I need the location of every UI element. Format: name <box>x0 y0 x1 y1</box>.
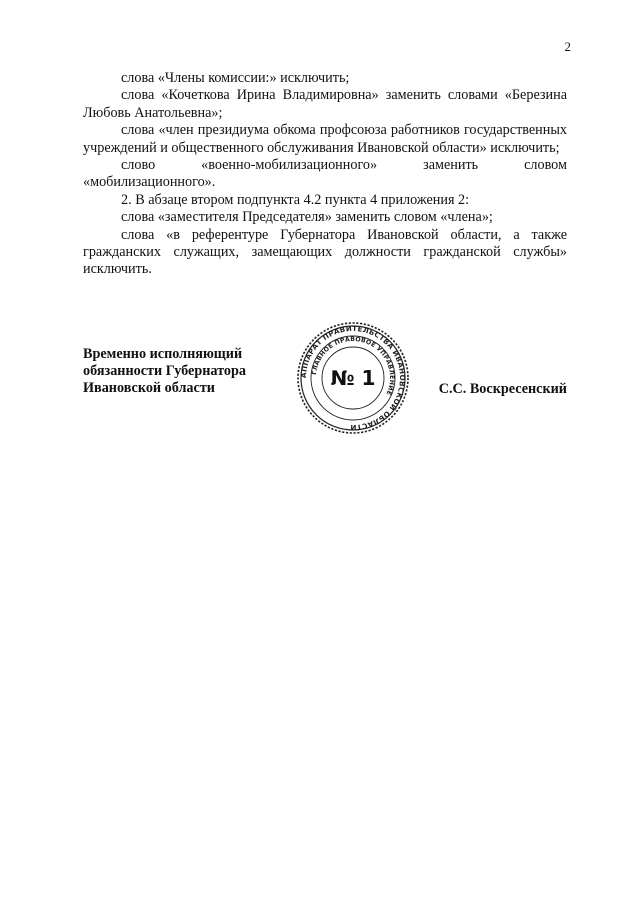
seal-inner-text: ГЛАВНОЕ ПРАВОВОЕ УПРАВЛЕНИЕ <box>311 335 396 397</box>
seal-outer-text: АППАРАТ ПРАВИТЕЛЬСТВА ИВАНОВСКОЙ ОБЛАСТИ <box>298 323 408 433</box>
signatory-position <box>83 346 246 397</box>
paragraph: слова «Члены комиссии:» исключить; <box>121 70 350 86</box>
paragraph: слово «военно-мобилизационного» заменить словом «мобилизационного». <box>83 157 567 191</box>
paragraph: слова «заместителя Председателя» заменить словом «члена»; <box>121 209 493 226</box>
signatory-position-line: Временно исполняющий <box>83 346 243 362</box>
seal-center-text: № 1 <box>330 366 376 390</box>
paragraph: 2. В абзаце втором подпункта 4.2 пункта 4 приложения 2: <box>121 191 470 208</box>
signatory-position-line: Ивановской области <box>83 380 215 396</box>
official-seal <box>296 321 410 435</box>
signatory-position-line: обязанности Губернатора <box>83 363 246 379</box>
page-number: 2 <box>564 39 571 54</box>
paragraph: слова «Кочеткова Ирина Владимировна» заменить словами «Березина Любовь Анатольевна»; <box>83 87 567 121</box>
paragraph: слова «член президиума обкома профсоюза работников государственных учреждений и общественного обслуживания Ивановской области» исключить; <box>83 122 567 156</box>
signatory-name: С.С. Воскресенский <box>438 381 567 397</box>
paragraph: слова «в референтуре Губернатора Ивановской области, а также гражданских служащих, замещающих должности гражданской службы» исключить. <box>83 226 567 278</box>
document-body <box>83 70 567 279</box>
